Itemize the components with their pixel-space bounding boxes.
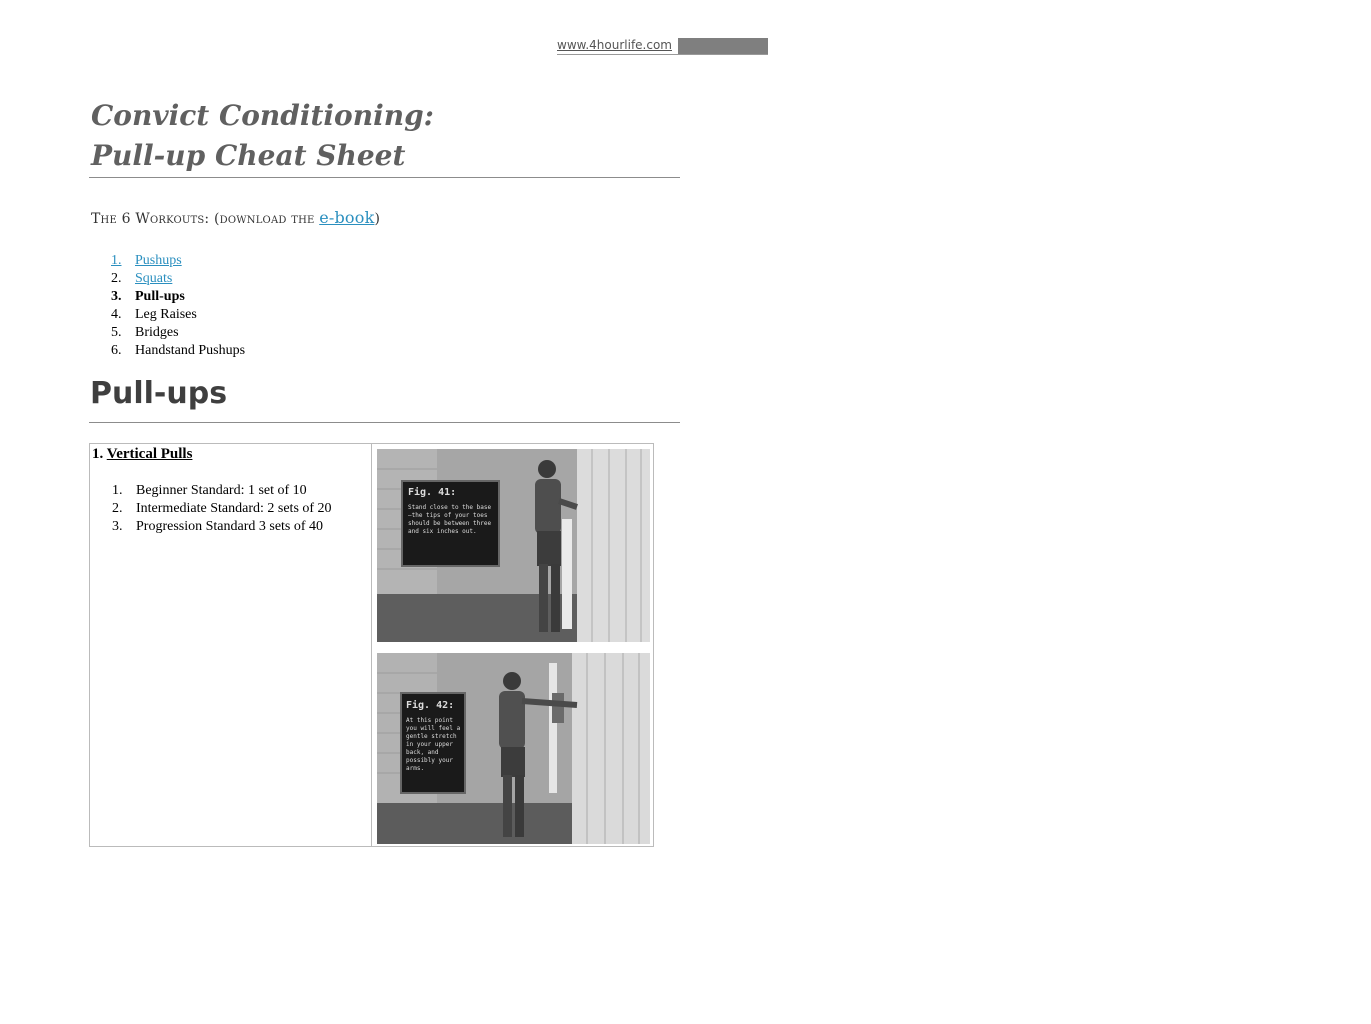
table-divider xyxy=(371,444,372,846)
figure-41-label: Fig. 41: xyxy=(408,487,457,498)
title-rule xyxy=(89,177,680,178)
workout-item-pull-ups xyxy=(111,288,245,306)
list-item-label: Pull-ups xyxy=(135,289,185,304)
standard-text: Intermediate Standard: 2 sets of 20 xyxy=(136,501,332,516)
standard-text: Beginner Standard: 1 set of 10 xyxy=(136,483,307,498)
standard-item xyxy=(112,518,332,536)
exercise-number: 1. xyxy=(92,446,104,462)
squats-link[interactable]: Squats xyxy=(135,271,173,286)
workout-item-handstand-pushups xyxy=(111,342,245,360)
figure-42-label: Fig. 42: xyxy=(406,700,455,711)
list-item-label: Leg Raises xyxy=(135,307,197,322)
figure-41-overlay xyxy=(408,487,493,536)
list-number: 6. xyxy=(111,343,122,358)
workouts-heading xyxy=(91,208,380,227)
document-title xyxy=(91,96,434,176)
figure-42-photo xyxy=(377,653,650,844)
workout-item-bridges xyxy=(111,324,245,342)
standard-text: Progression Standard 3 sets of 40 xyxy=(136,519,324,534)
figure-42-caption: At this point you will feel a gentle stretch in your upper back, and possibly your arms. xyxy=(406,717,461,772)
list-number: 4. xyxy=(111,307,122,322)
figure-42-overlay xyxy=(406,700,462,773)
list-number: 3. xyxy=(111,289,122,304)
list-number: 5. xyxy=(111,325,122,340)
list-number: 1. xyxy=(112,483,123,498)
workout-item-squats[interactable] xyxy=(111,270,245,288)
standard-item xyxy=(112,500,332,518)
workout-item-leg-raises xyxy=(111,306,245,324)
list-number: 2. xyxy=(111,271,122,286)
exercise-title xyxy=(92,446,192,463)
figure-41-photo xyxy=(377,449,650,642)
exercise-table xyxy=(89,443,654,847)
title-line-1: Convict Conditioning: xyxy=(91,99,434,132)
title-line-2: Pull-up Cheat Sheet xyxy=(91,139,406,172)
section-heading: Pull-ups xyxy=(90,376,228,411)
standard-item xyxy=(112,482,332,500)
workouts-close: ) xyxy=(374,211,381,227)
workouts-label: The 6 Workouts: (download the xyxy=(91,211,320,227)
workouts-list xyxy=(111,252,245,360)
figure-41-caption: Stand close to the base—the tips of your toes should be between three and six inches out. xyxy=(408,504,492,535)
ebook-link[interactable]: e-book xyxy=(319,208,375,227)
section-rule xyxy=(89,422,680,423)
list-item-label: Handstand Pushups xyxy=(135,343,246,358)
exercise-name: Vertical Pulls xyxy=(106,446,193,462)
pushups-link[interactable]: Pushups xyxy=(135,253,182,268)
list-number: 2. xyxy=(112,501,123,516)
header-url-link[interactable]: www.4hourlife.com xyxy=(557,38,672,52)
list-number: 3. xyxy=(112,519,123,534)
page-number: 1 xyxy=(1364,39,1371,52)
workout-item-pushups[interactable] xyxy=(111,252,245,270)
header-underline xyxy=(557,54,768,55)
page-number-bar xyxy=(678,38,1371,54)
list-item-label: Bridges xyxy=(135,325,179,340)
standards-list xyxy=(112,482,332,536)
figure-41-illustration xyxy=(377,449,650,642)
list-number: 1. xyxy=(111,253,122,268)
